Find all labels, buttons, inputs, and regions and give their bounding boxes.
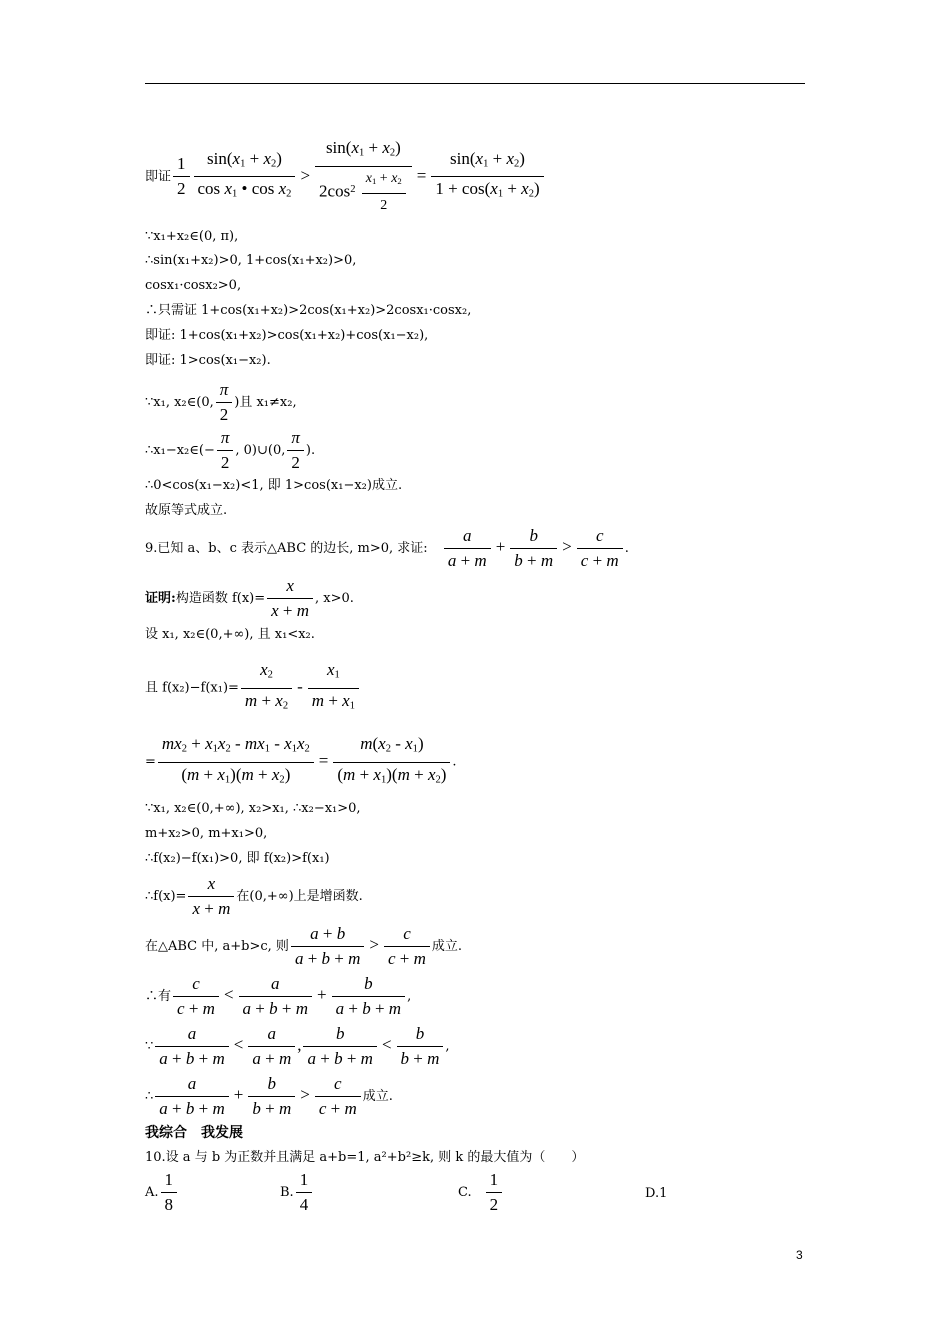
step-6: 即证: 1>cos(x₁−x₂).: [145, 353, 271, 368]
proof-9: 在△ABC 中, a+b>c, 则 $\frac{a + b}{a + b + m}$ > $\frac{c}{c + m}$ 成立.: [145, 924, 463, 968]
step-5: 即证: 1+cos(x₁+x₂)>cos(x₁+x₂)+cos(x₁−x₂),: [145, 328, 429, 343]
header-rule: [145, 83, 805, 84]
step-10: 故原等式成立.: [145, 503, 228, 518]
proof-4: = $\frac{mx_2 + x_1x_2 - mx_1 - x_1x_2}{(m + x_1)(m + x_2)}$ = $\frac{m(x_2 - x_1)}{(m + x_1)(m + x_2)}$ .: [145, 734, 457, 790]
question-9: 9.已知 a、b、c 表示△ABC 的边长, m>0, 求证: $\frac{a}{a + m}$ + $\frac{b}{b + m}$ > $\frac{c}{c + m}$ .: [145, 526, 629, 570]
proof-8: ∴f(x)= $\frac{x}{x + m}$ 在(0,+∞)上是增函数.: [145, 874, 363, 918]
proof-11: ∵ $\frac{a}{a + b + m}$ < $\frac{a}{a + m}$ , $\frac{b}{a + b + m}$ < $\frac{b}{b + m}$ ,: [145, 1024, 450, 1068]
section-title: 我综合 我发展: [145, 1125, 243, 1141]
proof-5: ∵x₁, x₂∈(0,+∞), x₂>x₁, ∴x₂−x₁>0,: [145, 801, 361, 816]
step-1: ∵x₁+x₂∈(0, π),: [145, 229, 239, 244]
prove-line: 即证 $\frac{1}{2}$ $\frac{\sin(x_1 + x_2)}{\cos x_1 • \cos x_2}$ > $\sin(x_1 + x_2)$ $2\cos^2$ $\frac{x_1 + x_2}{2}$ = $\frac{\sin(x_1 + x_2)}{1 + \cos(x_1 + x_2)}$: [145, 138, 546, 216]
step-4: ∴只需证 1+cos(x₁+x₂)>2cos(x₁+x₂)>2cosx₁·cosx₂,: [145, 303, 472, 318]
proof-12: ∴ $\frac{a}{a + b + m}$ + $\frac{b}{b + m}$ > $\frac{c}{c + m}$ 成立.: [145, 1074, 393, 1118]
option-a[interactable]: A. $\frac{1}{8}$: [145, 1170, 179, 1215]
page-number: 3: [796, 1248, 803, 1262]
option-d[interactable]: D.1: [645, 1186, 668, 1201]
option-c[interactable]: C. $\frac{1}{2}$: [458, 1170, 504, 1215]
proof-start: 证明:构造函数 f(x)= $\frac{x}{x + m}$ , x>0.: [145, 576, 354, 620]
step-7: ∵x₁, x₂∈(0, $\frac{\pi}{2}$ )且 x₁≠x₂,: [145, 380, 297, 424]
step-3: cosx₁·cosx₂>0,: [145, 278, 242, 293]
proof-7: ∴f(x₂)−f(x₁)>0, 即 f(x₂)>f(x₁): [145, 851, 330, 866]
option-b[interactable]: B. $\frac{1}{4}$: [280, 1170, 314, 1215]
proof-3: 且 f(x₂)−f(x₁)= $\frac{x_2}{m + x_2}$ - $\frac{x_1}{m + x_1}$: [145, 660, 361, 716]
proof-6: m+x₂>0, m+x₁>0,: [145, 826, 268, 841]
proof-10: ∴有 $\frac{c}{c + m}$ < $\frac{a}{a + b + m}$ + $\frac{b}{a + b + m}$ ,: [145, 974, 412, 1018]
step-2: ∴sin(x₁+x₂)>0, 1+cos(x₁+x₂)>0,: [145, 253, 357, 268]
proof-2: 设 x₁, x₂∈(0,+∞), 且 x₁<x₂.: [145, 627, 315, 642]
question-10: 10.设 a 与 b 为正数并且满足 a+b=1, a²+b²≥k, 则 k 的最大值为（ ）: [145, 1150, 585, 1165]
step-8: ∴x₁−x₂∈(− $\frac{\pi}{2}$ , 0)∪(0, $\frac{\pi}{2}$ ).: [145, 428, 316, 472]
step-9: ∴0<cos(x₁−x₂)<1, 即 1>cos(x₁−x₂)成立.: [145, 478, 403, 493]
